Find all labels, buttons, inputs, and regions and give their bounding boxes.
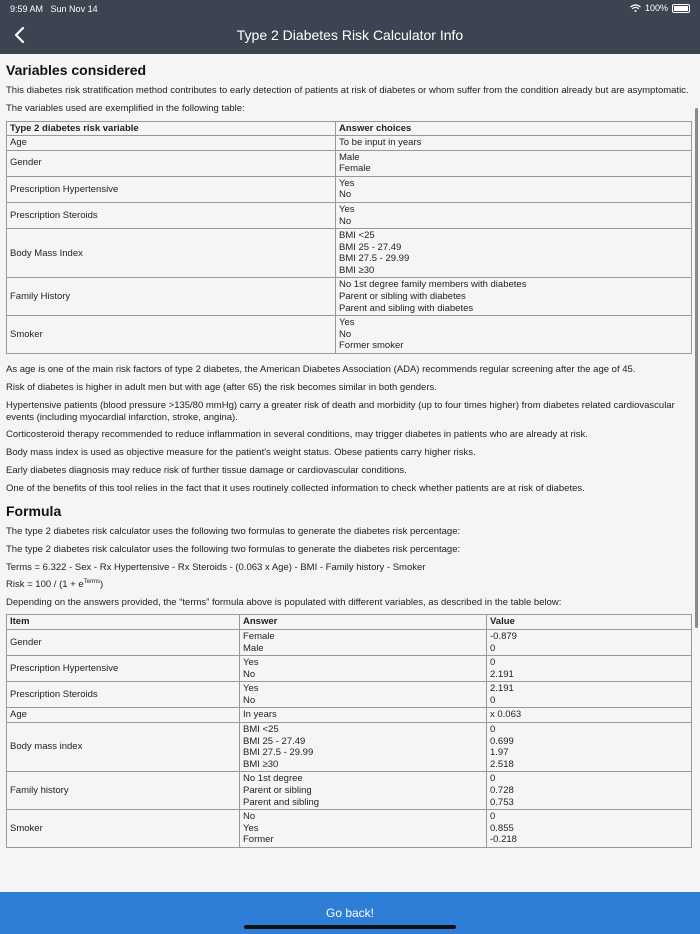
info-paragraph: Risk of diabetes is higher in adult men but with age (after 65) the risk becomes similar in both genders. bbox=[6, 381, 437, 393]
variables-paragraphs bbox=[6, 364, 694, 495]
value-line: x 0.063 bbox=[490, 709, 522, 721]
table-row bbox=[7, 136, 692, 151]
variable-cell: Gender bbox=[7, 150, 336, 176]
table-row bbox=[7, 723, 692, 772]
formula-heading: Formula bbox=[6, 502, 62, 519]
answer-line: BMI ≥30 bbox=[243, 758, 279, 770]
value-line: 2.518 bbox=[490, 758, 514, 770]
info-paragraph: Hypertensive patients (blood pressure >135/80 mmHg) carry a greater risk of death and morbidity (up to four times higher) from diabetes related cardiovascular events (including myocardial infarction, stroke, angina). bbox=[6, 399, 675, 423]
item-cell: Prescription Hypertensive bbox=[7, 656, 240, 682]
home-indicator bbox=[244, 925, 456, 929]
value-line: -0.879 bbox=[490, 630, 517, 642]
table-header: Answer bbox=[240, 615, 487, 630]
formula-table-intro: Depending on the answers provided, the “terms” formula above is populated with different variables, as described in the table below: bbox=[6, 596, 562, 608]
answer-line: Yes bbox=[243, 657, 259, 669]
page-title: Type 2 Diabetes Risk Calculator Info bbox=[236, 27, 464, 43]
value-cell bbox=[487, 723, 692, 772]
table-row bbox=[7, 708, 692, 723]
choice-line: Yes bbox=[339, 317, 355, 329]
choice-line: Parent or sibling with diabetes bbox=[339, 291, 466, 303]
answer-line: Female bbox=[243, 630, 275, 642]
value-cell bbox=[487, 682, 692, 708]
choice-line: No 1st degree family members with diabetes bbox=[339, 279, 527, 291]
choices-cell bbox=[336, 229, 692, 278]
answer-line: No bbox=[243, 694, 256, 706]
value-line: 0.753 bbox=[490, 796, 514, 808]
risk-formula-suffix: ) bbox=[99, 579, 104, 591]
value-cell bbox=[487, 708, 692, 723]
choice-line: Yes bbox=[339, 177, 355, 189]
value-line: 0 bbox=[490, 642, 496, 654]
answer-cell bbox=[240, 682, 487, 708]
choice-line: No bbox=[339, 189, 352, 201]
value-line: 1.97 bbox=[490, 747, 509, 759]
info-paragraph: Early diabetes diagnosis may reduce risk of further tissue damage or cardiovascular conditions. bbox=[6, 465, 407, 477]
value-cell bbox=[487, 810, 692, 848]
value-line: 0 bbox=[490, 724, 496, 736]
answer-cell bbox=[240, 723, 487, 772]
choice-line: No bbox=[339, 328, 352, 340]
status-time bbox=[10, 4, 98, 14]
answer-line: No 1st degree bbox=[243, 773, 303, 785]
choice-line: To be input in years bbox=[339, 137, 422, 149]
variables-heading: Variables considered bbox=[6, 62, 147, 78]
value-line: 2.191 bbox=[490, 683, 514, 695]
choice-line: BMI <25 bbox=[339, 230, 375, 242]
answer-line: Male bbox=[243, 642, 264, 654]
formula-intro-repeat: The type 2 diabetes risk calculator uses the following two formulas to generate the diabetes risk percentage: bbox=[6, 543, 461, 555]
table-row bbox=[7, 682, 692, 708]
status-right bbox=[630, 3, 690, 13]
answer-line: No bbox=[243, 811, 256, 823]
answer-line: BMI <25 bbox=[243, 724, 279, 736]
info-paragraph: One of the benefits of this tool relies in the fact that it uses routinely collected information to check whether patients are at risk of diabetes. bbox=[6, 483, 585, 495]
value-line: 0 bbox=[490, 773, 496, 785]
go-back-label: Go back! bbox=[325, 906, 375, 920]
scroll-content[interactable] bbox=[0, 54, 700, 892]
answer-line: In years bbox=[243, 709, 277, 721]
value-line: 0.699 bbox=[490, 735, 514, 747]
value-line: 0.855 bbox=[490, 822, 514, 834]
variable-cell: Smoker bbox=[7, 316, 336, 354]
table-header: Value bbox=[487, 615, 692, 630]
variable-cell: Age bbox=[7, 136, 336, 151]
answer-line: Parent or sibling bbox=[243, 784, 312, 796]
terms-formula: Terms = 6.322 - Sex - Rx Hypertensive - Rx Steroids - (0.063 x Age) - BMI - Family history - Smoker bbox=[6, 561, 426, 573]
variables-table bbox=[6, 121, 692, 354]
choice-line: BMI 25 - 27.49 bbox=[339, 241, 402, 253]
choice-line: Parent and sibling with diabetes bbox=[339, 302, 474, 314]
answer-cell bbox=[240, 708, 487, 723]
risk-formula-exponent: Terms bbox=[83, 579, 100, 586]
choice-line: Female bbox=[339, 163, 371, 175]
value-line: 2.191 bbox=[490, 668, 514, 680]
table-row bbox=[7, 810, 692, 848]
variable-cell: Family History bbox=[7, 278, 336, 316]
table-header: Type 2 diabetes risk variable bbox=[7, 121, 336, 136]
formula-intro: The type 2 diabetes risk calculator uses the following two formulas to generate the diabetes risk percentage: bbox=[6, 525, 461, 537]
answer-cell bbox=[240, 656, 487, 682]
table-header: Answer choices bbox=[336, 121, 692, 136]
info-paragraph: As age is one of the main risk factors of type 2 diabetes, the American Diabetes Association (ADA) recommends regular screening after the age of 45. bbox=[6, 363, 636, 375]
status-bar bbox=[0, 0, 700, 16]
choice-line: Male bbox=[339, 151, 360, 163]
wifi-icon bbox=[630, 4, 641, 12]
choices-cell bbox=[336, 316, 692, 354]
value-cell bbox=[487, 629, 692, 655]
table-row bbox=[7, 176, 692, 202]
risk-formula bbox=[6, 579, 694, 590]
choice-line: No bbox=[339, 215, 352, 227]
value-line: -0.218 bbox=[490, 834, 517, 846]
value-line: 0.728 bbox=[490, 784, 514, 796]
table-header: Item bbox=[7, 615, 240, 630]
table-header-row bbox=[7, 615, 692, 630]
variable-cell: Body Mass Index bbox=[7, 229, 336, 278]
variable-cell: Prescription Steroids bbox=[7, 203, 336, 229]
choices-cell bbox=[336, 176, 692, 202]
variables-table-body bbox=[7, 136, 692, 354]
risk-formula-prefix: Risk = 100 / (1 + e bbox=[6, 579, 84, 591]
answer-line: Yes bbox=[243, 683, 259, 695]
table-row bbox=[7, 229, 692, 278]
choices-cell bbox=[336, 203, 692, 229]
value-line: 0 bbox=[490, 811, 496, 823]
choices-cell bbox=[336, 136, 692, 151]
table-row bbox=[7, 150, 692, 176]
battery-percent: 100% bbox=[644, 3, 668, 13]
item-cell: Gender bbox=[7, 629, 240, 655]
choice-line: Former smoker bbox=[339, 340, 404, 352]
variables-intro: This diabetes risk stratification method contributes to early detection of patients at risk of diabetes or whom suffer from the condition already but are asymptomatic. bbox=[6, 84, 689, 96]
variable-cell: Prescription Hypertensive bbox=[7, 176, 336, 202]
answer-cell bbox=[240, 772, 487, 810]
item-cell: Smoker bbox=[7, 810, 240, 848]
info-paragraph: Corticosteroid therapy recommended to reduce inflammation in several conditions, may trigger diabetes in patients who are already at risk. bbox=[6, 429, 588, 441]
item-cell: Prescription Steroids bbox=[7, 682, 240, 708]
table-row bbox=[7, 278, 692, 316]
table-header-row bbox=[7, 121, 692, 136]
table-row bbox=[7, 629, 692, 655]
answer-cell bbox=[240, 810, 487, 848]
choice-line: Yes bbox=[339, 204, 355, 216]
variables-table-intro: The variables used are exemplified in the following table: bbox=[6, 102, 245, 114]
scrollbar[interactable] bbox=[695, 108, 698, 628]
table-row bbox=[7, 203, 692, 229]
status-time-value: 9:59 AM bbox=[10, 4, 44, 14]
battery-icon bbox=[672, 4, 690, 13]
answer-line: Yes bbox=[243, 822, 259, 834]
formula-table-body bbox=[7, 629, 692, 847]
nav-bar bbox=[0, 16, 700, 54]
info-paragraph: Body mass index is used as objective measure for the patient's weight status. Obese patients carry higher risks. bbox=[6, 447, 476, 459]
item-cell: Age bbox=[7, 708, 240, 723]
answer-line: BMI 25 - 27.49 bbox=[243, 735, 306, 747]
value-line: 0 bbox=[490, 657, 496, 669]
value-cell bbox=[487, 656, 692, 682]
table-row bbox=[7, 772, 692, 810]
choices-cell bbox=[336, 278, 692, 316]
table-row bbox=[7, 316, 692, 354]
answer-line: BMI 27.5 - 29.99 bbox=[243, 747, 314, 759]
answer-line: No bbox=[243, 668, 256, 680]
formula-table bbox=[6, 614, 692, 847]
choice-line: BMI 27.5 - 29.99 bbox=[339, 253, 410, 265]
choices-cell bbox=[336, 150, 692, 176]
answer-line: Former bbox=[243, 834, 274, 846]
item-cell: Family history bbox=[7, 772, 240, 810]
value-line: 0 bbox=[490, 694, 496, 706]
value-cell bbox=[487, 772, 692, 810]
item-cell: Body mass index bbox=[7, 723, 240, 772]
answer-line: Parent and sibling bbox=[243, 796, 320, 808]
table-row bbox=[7, 656, 692, 682]
answer-cell bbox=[240, 629, 487, 655]
choice-line: BMI ≥30 bbox=[339, 264, 375, 276]
status-date: Sun Nov 14 bbox=[50, 4, 98, 14]
